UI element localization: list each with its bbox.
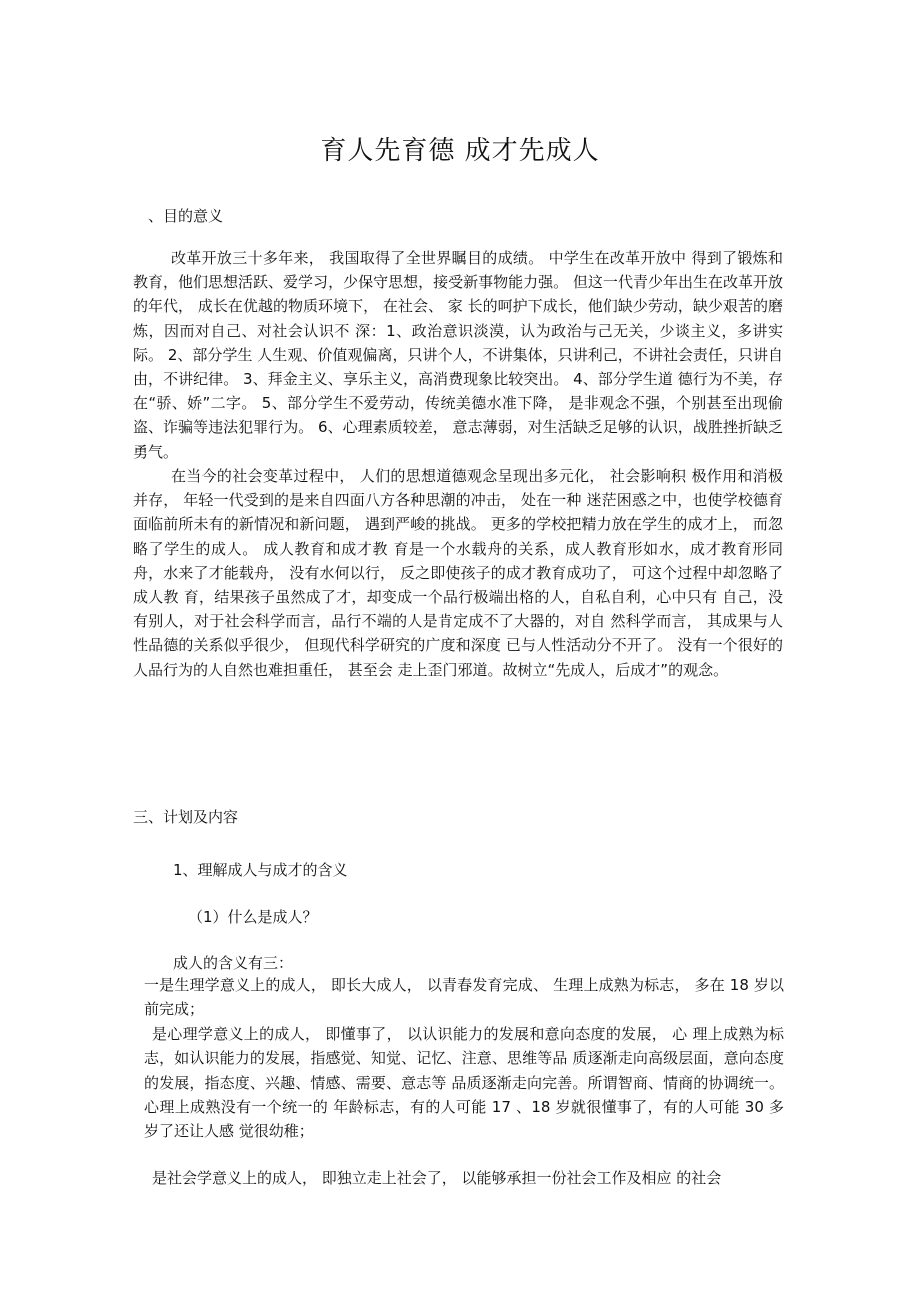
goal-paragraph-2: 在当今的社会变革过程中， 人们的思想道德观念呈现出多元化， 社会影响积 极作用和消极并存， 年轻一代受到的是来自四面八方各种思潮的冲击， 处在一种 迷茫困惑之中，也使学校德育面临前所未有的新情况和新问题， 遇到严峻的挑战。 更多的学校把精力放在学生的成才上， 而忽略了学生的成人。 成人教育和成才教 育是一个水载舟的关系，成人教育形如水，成才教育形同舟，水来了才能载舟， 没有水何以行， 反之即使孩子的成才教育成功了， 可这个过程中却忽略了成人教 育，结果孩子虽然成了才，却变成一个品行极端出格的人，自私自利，心中只有 自己，没有别人，对于社会科学而言，品行不端的人是肯定成不了大器的，对自 然科学而言， 其成果与人性品德的关系似乎很少， 但现代科学研究的广度和深度 已与人性活动分不开了。 没有一个很好的人品行为的人自然也难担重任， 甚至会 走上歪门邪道。故树立“先成人，后成才”的观念。 [133, 467, 783, 679]
meaning-physiological: 一是生理学意义上的成人， 即长大成人， 以青春发育完成、 生理上成熟为标志， 多在 18 岁以前完成； [144, 976, 784, 1019]
section-heading-goal: 、目的意义 [148, 207, 224, 225]
goal-paragraph-1: 改革开放三十多年来， 我国取得了全世界瞩目的成绩。 中学生在改革开放中 得到了锻炼和教育，他们思想活跃、爱学习，少保守思想，接受新事物能力强。 但这一代青少年出生在改革开放的年代， 成长在优越的物质环境下， 在社会、 家 长的呵护下成长，他们缺少劳动，缺少艰苦的磨炼，因而对自己、对社会认识不 深：1、政治意识淡漠，认为政治与己无关，少谈主义，多讲实际。 2、部分学生 人生观、价值观偏离，只讲个人，不讲集体，只讲利己，不讲社会责任，只讲自 由，不讲纪律。 3、拜金主义、享乐主义，高消费现象比较突出。 4、部分学生道 德行为不美，存在“骄、娇”二字。 5、部分学生不爱劳动，传统美德水准下降， 是非观念不强，个别甚至出现偷盗、诈骗等违法犯罪行为。 6、心理素质较差， 意志薄弱，对生活缺乏足够的认识，战胜挫折缺乏勇气。 [133, 249, 783, 461]
section-heading-plan: 三、计划及内容 [133, 808, 239, 826]
meaning-psychological: 是心理学意义上的成人， 即懂事了， 以认识能力的发展和意向态度的发展， 心 理上成熟为标志，如认识能力的发展，指感觉、知觉、记忆、注意、思维等品 质逐渐走向高级层面，意向态度的发展，指态度、兴趣、情感、需要、意志等 品质逐渐走向完善。所谓智商、情商的协调统一。心理上成熟没有一个统一的 年龄标志，有的人可能 17 、18 岁就很懂事了，有的人可能 30 多岁了还让人感 觉很幼稚； [144, 1025, 784, 1141]
meaning-sociological: 是社会学意义上的成人， 即独立走上社会了， 以能够承担一份社会工作及相应 的社会 [152, 1169, 722, 1187]
subheading-meaning: 1、理解成人与成才的含义 [173, 861, 348, 879]
document-title: 育人先育德 成才先成人 [320, 136, 600, 166]
subheading-what-is-adult: （1）什么是成人？ [188, 908, 318, 926]
meanings-intro: 成人的含义有三： [173, 954, 294, 972]
